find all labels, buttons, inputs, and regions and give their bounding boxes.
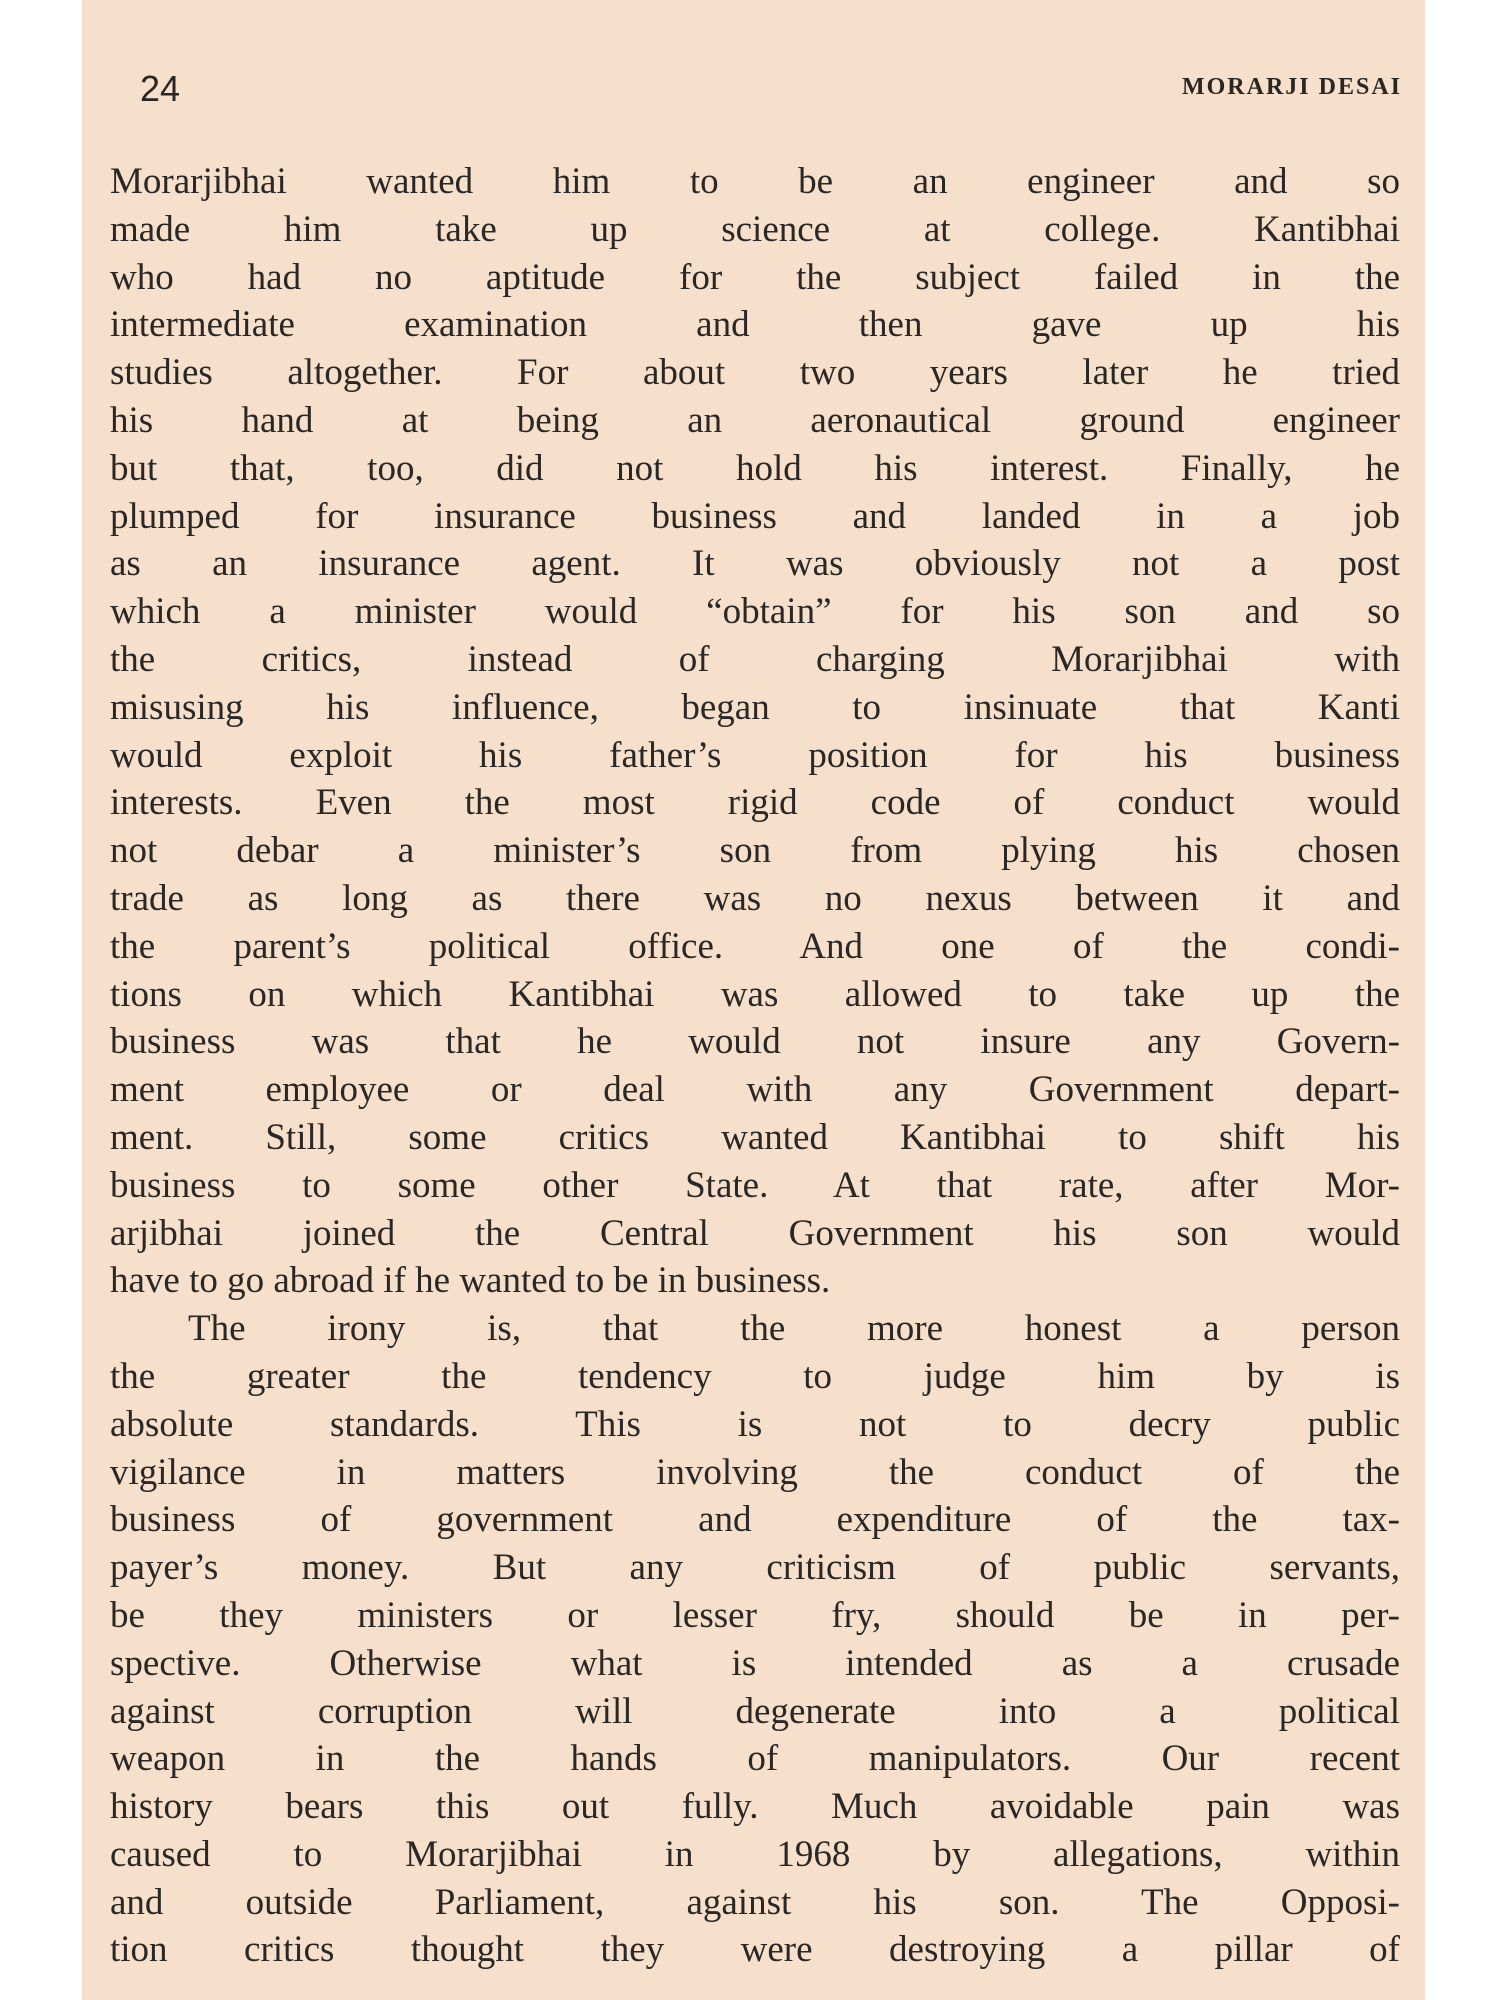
- text-line: be they ministers or lesser fry, should be in per-: [110, 1594, 1400, 1636]
- text-line: interests. Even the most rigid code of conduct would: [110, 782, 1400, 824]
- page-header: [140, 68, 1402, 118]
- text-line: which a minister would “obtain” for his son and so: [110, 591, 1400, 633]
- text-line: weapon in the hands of manipulators. Our recent: [110, 1738, 1400, 1780]
- text-line: Morarjibhai wanted him to be an engineer and so: [110, 161, 1400, 202]
- text-line: intermediate examination and then gave up his: [110, 304, 1400, 346]
- text-line: absolute standards. This is not to decry public: [110, 1403, 1400, 1445]
- text-line: as an insurance agent. It was obviously not a post: [110, 543, 1400, 585]
- text-line: payer’s money. But any criticism of public servants,: [110, 1547, 1400, 1589]
- text-line: caused to Morarjibhai in 1968 by allegations, within: [110, 1833, 1400, 1875]
- text-line: but that, too, did not hold his interest. Finally, he: [110, 447, 1400, 489]
- paragraph: [110, 1305, 1400, 1974]
- text-line: The irony is, that the more honest a person: [188, 1308, 1400, 1350]
- running-head: MORARJI DESAI: [1181, 74, 1402, 100]
- text-line: against corruption will degenerate into a political: [110, 1690, 1400, 1732]
- text-line: tion critics thought they were destroying a pillar of: [110, 1929, 1400, 1971]
- page-number: 24: [140, 68, 181, 109]
- text-line: have to go abroad if he wanted to be in business.: [110, 1260, 831, 1302]
- paragraph: [110, 158, 1400, 1305]
- text-line: misusing his influence, began to insinuate that Kanti: [110, 686, 1400, 728]
- text-line: his hand at being an aeronautical ground engineer: [110, 399, 1400, 441]
- text-line: vigilance in matters involving the conduct of the: [110, 1451, 1400, 1493]
- text-line: not debar a minister’s son from plying his chosen: [110, 830, 1400, 872]
- text-line: tions on which Kantibhai was allowed to take up the: [110, 973, 1400, 1015]
- text-line: spective. Otherwise what is intended as a crusade: [110, 1642, 1400, 1684]
- text-line: made him take up science at college. Kantibhai: [110, 208, 1400, 250]
- body-text: [110, 158, 1400, 1974]
- text-line: would exploit his father’s position for his business: [110, 734, 1400, 776]
- text-line: the greater the tendency to judge him by is: [110, 1355, 1400, 1397]
- text-line: ment employee or deal with any Government depart-: [110, 1069, 1400, 1111]
- book-page: [82, 0, 1425, 2000]
- text-line: ment. Still, some critics wanted Kantibhai to shift his: [110, 1116, 1400, 1158]
- text-line: history bears this out fully. Much avoidable pain was: [110, 1786, 1400, 1828]
- text-line: the parent’s political office. And one of the condi-: [110, 925, 1400, 967]
- text-line: studies altogether. For about two years later he tried: [110, 352, 1400, 394]
- text-line: and outside Parliament, against his son. The Opposi-: [110, 1881, 1400, 1923]
- text-line: business to some other State. At that rate, after Mor-: [110, 1164, 1400, 1206]
- text-line: trade as long as there was no nexus between it and: [110, 877, 1400, 919]
- text-line: plumped for insurance business and landed in a job: [110, 495, 1400, 537]
- text-line: business of government and expenditure of the tax-: [110, 1499, 1400, 1541]
- text-line: who had no aptitude for the subject failed in the: [110, 256, 1400, 298]
- text-line: business was that he would not insure any Govern-: [110, 1021, 1400, 1063]
- text-line: the critics, instead of charging Morarjibhai with: [110, 638, 1400, 680]
- text-line: arjibhai joined the Central Government his son would: [110, 1212, 1400, 1254]
